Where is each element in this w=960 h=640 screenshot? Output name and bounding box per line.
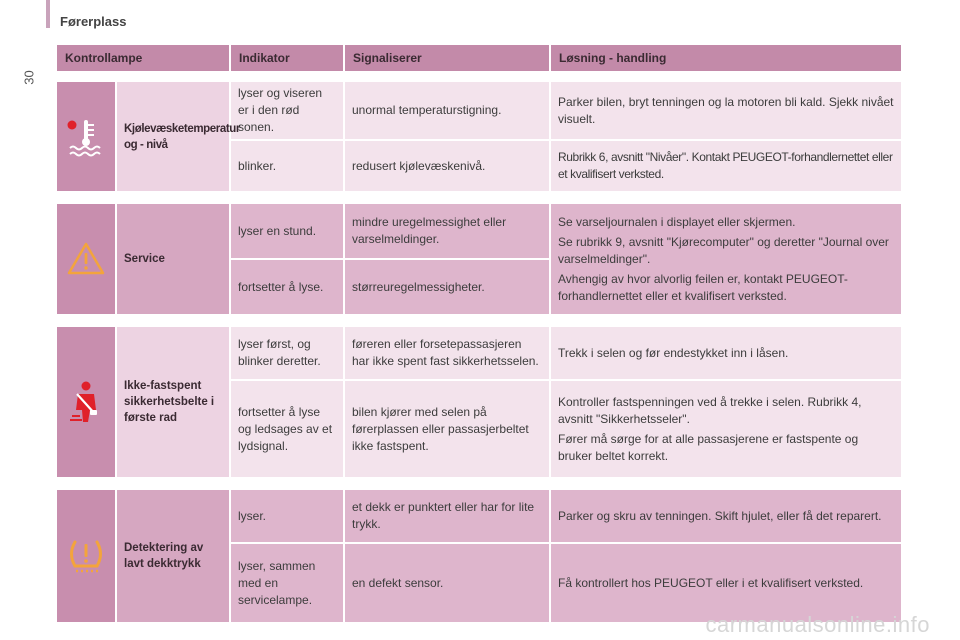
table-row <box>57 82 903 141</box>
col-indikator: Indikator <box>231 45 345 71</box>
indicator-name-tire-pressure: Detektering av lavt dekktrykk <box>117 490 231 624</box>
col-kontrollampe: Kontrollampe <box>57 45 231 71</box>
losning-text: Rubrikk 6, avsnitt "Nivåer". Kontakt PEUGEOT-forhandlernettet eller et kvalifisert verksted. <box>558 150 893 181</box>
losning-cell <box>551 204 903 316</box>
signaliserer-cell: bilen kjører med selen på førerplassen eller passasjerbeltet ikke fastspent. <box>345 381 551 479</box>
page-number: 30 <box>21 70 37 85</box>
losning-text: Parker og skru av tenningen. Skift hjulet, eller få det reparert. <box>558 508 882 523</box>
losning-text: Avhengig av hvor alvorlig feilen er, kontakt PEUGEOT-forhandlernettet eller et kvalifisert verksted. <box>558 271 848 303</box>
indikator-cell: lyser. <box>231 490 345 544</box>
signaliserer-cell: føreren eller forsetepassasjeren har ikke spent fast sikkerhetsselen. <box>345 327 551 381</box>
left-accent-bar <box>46 0 50 28</box>
losning-cell <box>551 82 903 141</box>
signaliserer-cell: en defekt sensor. <box>345 544 551 624</box>
indicator-name-seatbelt: Ikke-fastspent sikkerhetsbelte i første rad <box>117 327 231 479</box>
coolant-indicator-cell <box>57 82 117 193</box>
indikator-cell: fortsetter å lyse og ledsages av et lydsignal. <box>231 381 345 479</box>
tire-pressure-icon <box>66 536 106 576</box>
signaliserer-cell: mindre uregelmessighet eller varselmeldinger. <box>345 204 551 260</box>
losning-cell <box>551 490 903 544</box>
indikator-cell: lyser først, og blinker deretter. <box>231 327 345 381</box>
seatbelt-icon <box>68 380 104 424</box>
losning-text: Få kontrollert hos PEUGEOT eller i et kvalifisert verksted. <box>558 575 864 590</box>
indikator-cell: lyser og viseren er i den rød sonen. <box>231 82 345 141</box>
signaliserer-cell: unormal temperaturstigning. <box>345 82 551 141</box>
seatbelt-indicator-cell <box>57 327 117 479</box>
signaliserer-cell: et dekk er punktert eller har for lite trykk. <box>345 490 551 544</box>
losning-cell <box>551 327 903 381</box>
coolant-temperature-icon <box>64 115 108 159</box>
warning-triangle-icon <box>66 241 106 277</box>
losning-text: Kontroller fastspenningen ved å trekke i selen. Rubrikk 4, avsnitt "Sikkerhetsseler". <box>558 394 862 426</box>
indicator-name-coolant: Kjølevæsketemperatur og - nivå <box>117 82 231 193</box>
col-losning: Løsning - handling <box>551 45 903 71</box>
indikator-cell: blinker. <box>231 141 345 193</box>
losning-text: Parker bilen, bryt tenningen og la motoren bli kald. Sjekk nivået visuelt. <box>558 94 894 126</box>
indikator-cell: lyser en stund. <box>231 204 345 260</box>
signaliserer-cell: redusert kjølevæskenivå. <box>345 141 551 193</box>
indicator-table <box>57 45 903 624</box>
losning-cell <box>551 141 903 193</box>
table-header <box>57 45 903 71</box>
indikator-cell: fortsetter å lyse. <box>231 260 345 316</box>
watermark: carmanualsonline.info <box>705 612 930 637</box>
section-title: Førerplass <box>60 14 127 29</box>
losning-text: Se rubrikk 9, avsnitt "Kjørecomputer" og deretter "Journal over varselmeldinger". <box>558 234 889 266</box>
indikator-cell: lyser, sammen med en servicelampe. <box>231 544 345 624</box>
tire-pressure-indicator-cell <box>57 490 117 624</box>
table-row <box>57 327 903 381</box>
indicator-name-service: Service <box>117 204 231 316</box>
losning-text: Se varseljournalen i displayet eller skjermen. <box>558 214 796 229</box>
signaliserer-cell: størreuregelmessigheter. <box>345 260 551 316</box>
col-signaliserer: Signaliserer <box>345 45 551 71</box>
service-indicator-cell <box>57 204 117 316</box>
losning-text: Fører må sørge for at alle passasjerene er fastspente og bruker beltet korrekt. <box>558 431 859 463</box>
table-row <box>57 204 903 260</box>
losning-text: Trekk i selen og før endestykket inn i låsen. <box>558 345 789 360</box>
table-row <box>57 490 903 544</box>
losning-cell <box>551 381 903 479</box>
